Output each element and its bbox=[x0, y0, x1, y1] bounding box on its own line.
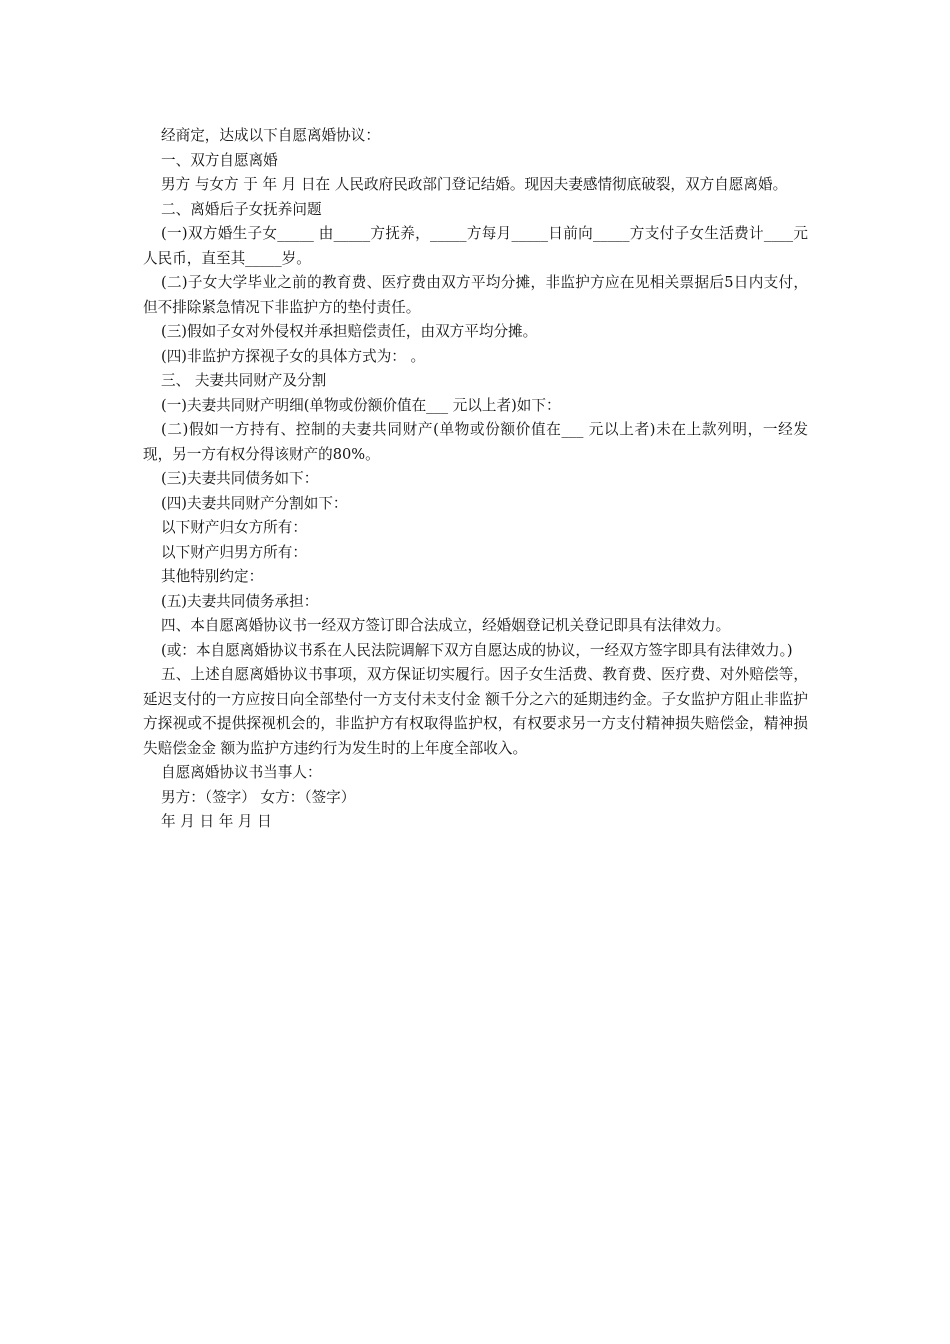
education-medical-clause: (二)子女大学毕业之前的教育费、医疗费由双方平均分摊，非监护方应在见相关票据后5日内支付，但不排除紧急情况下非监护方的垫付责任。 bbox=[143, 274, 808, 316]
parties-line: 自愿离婚协议书当事人： bbox=[161, 764, 322, 781]
court-mediation-alternative: (或：本自愿离婚协议书系在人民法院调解下双方自愿达成的协议，一经双方签字即具有法律效力。) bbox=[161, 641, 793, 659]
section-2-heading: 二、离婚后子女抚养问题 bbox=[161, 200, 322, 218]
marriage-registration-text: 男方 与女方 于 年 月 日在 人民政府民政部门登记结婚。现因夫妻感情彻底破裂，双方自愿离婚。 bbox=[161, 176, 788, 193]
debt-bearing-clause: (五)夫妻共同债务承担： bbox=[161, 592, 319, 610]
signature-line: 男方：（签字） 女方：（签字） bbox=[161, 788, 356, 806]
section-1-heading: 一、双方自愿离婚 bbox=[161, 151, 278, 169]
property-division-clause: (四)夫妻共同财产分割如下： bbox=[161, 494, 348, 512]
date-line: 年 月 日 年 月 日 bbox=[161, 813, 272, 830]
hidden-property-clause: (二)假如一方持有、控制的夫妻共同财产(单物或份额价值在___ 元以上者)未在上款列明，一经发现，另一方有权分得该财产的80%。 bbox=[143, 421, 808, 463]
tort-liability-clause: (三)假如子女对外侵权并承担赔偿责任，由双方平均分摊。 bbox=[161, 323, 538, 340]
special-terms-line: 其他特别约定： bbox=[161, 568, 264, 585]
agreement-body bbox=[143, 124, 808, 835]
intro-line: 经商定，达成以下自愿离婚协议： bbox=[161, 127, 380, 144]
joint-debt-clause: (三)夫妻共同债务如下： bbox=[161, 470, 319, 487]
female-property-line: 以下财产归女方所有： bbox=[161, 519, 307, 536]
section-5-performance: 五、上述自愿离婚协议书事项，双方保证切实履行。因子女生活费、教育费、医疗费、对外赔偿等，延迟支付的一方应按日向全部垫付一方支付未支付金 额千分之六的延期违约金。子女监护方阻止非监护方探视或不提供探视机会的，非监护方有权取得监护权，有权要求另一方支付精神损失赔偿金，精神损失赔偿金金 额为监护方违约行为发生时的上年度全部收入。 bbox=[143, 666, 808, 757]
property-list-clause: (一)夫妻共同财产明细(单物或份额价值在___ 元以上者)如下： bbox=[161, 396, 561, 414]
child-custody-clause: (一)双方婚生子女_____ 由_____方抚养，_____方每月_____日前向_____方支付子女生活费计____元人民币，直至其_____岁。 bbox=[143, 225, 808, 267]
male-property-line: 以下财产归男方所有： bbox=[161, 543, 307, 561]
visitation-clause: (四)非监护方探视子女的具体方式为： 。 bbox=[161, 347, 426, 365]
section-3-heading: 三、 夫妻共同财产及分割 bbox=[161, 372, 327, 389]
section-4-effectiveness: 四、本自愿离婚协议书一经双方签订即合法成立，经婚姻登记机关登记即具有法律效力。 bbox=[161, 617, 731, 634]
